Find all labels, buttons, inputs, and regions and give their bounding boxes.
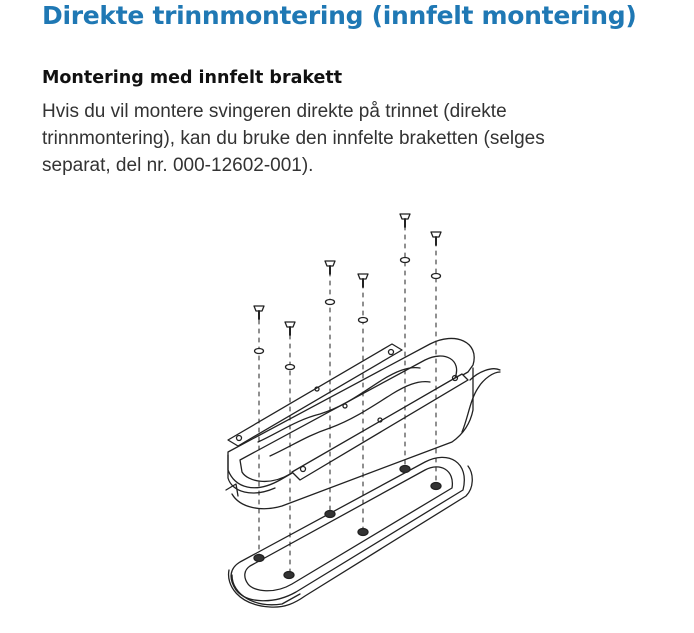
body-paragraph (42, 98, 682, 179)
body-line: Hvis du vil montere svingeren direkte på trinnet (direkte (42, 101, 507, 122)
mounting-illustration (210, 205, 510, 620)
body-line: separat, del nr. 000-12602-001). (42, 155, 314, 176)
section-heading: Montering med innfelt brakett (42, 68, 343, 88)
page-title: Direkte trinnmontering (innfelt montering) (42, 1, 637, 30)
screw-icon (254, 214, 441, 335)
body-line: trinnmontering), kan du bruke den innfelte braketten (selges (42, 128, 545, 149)
